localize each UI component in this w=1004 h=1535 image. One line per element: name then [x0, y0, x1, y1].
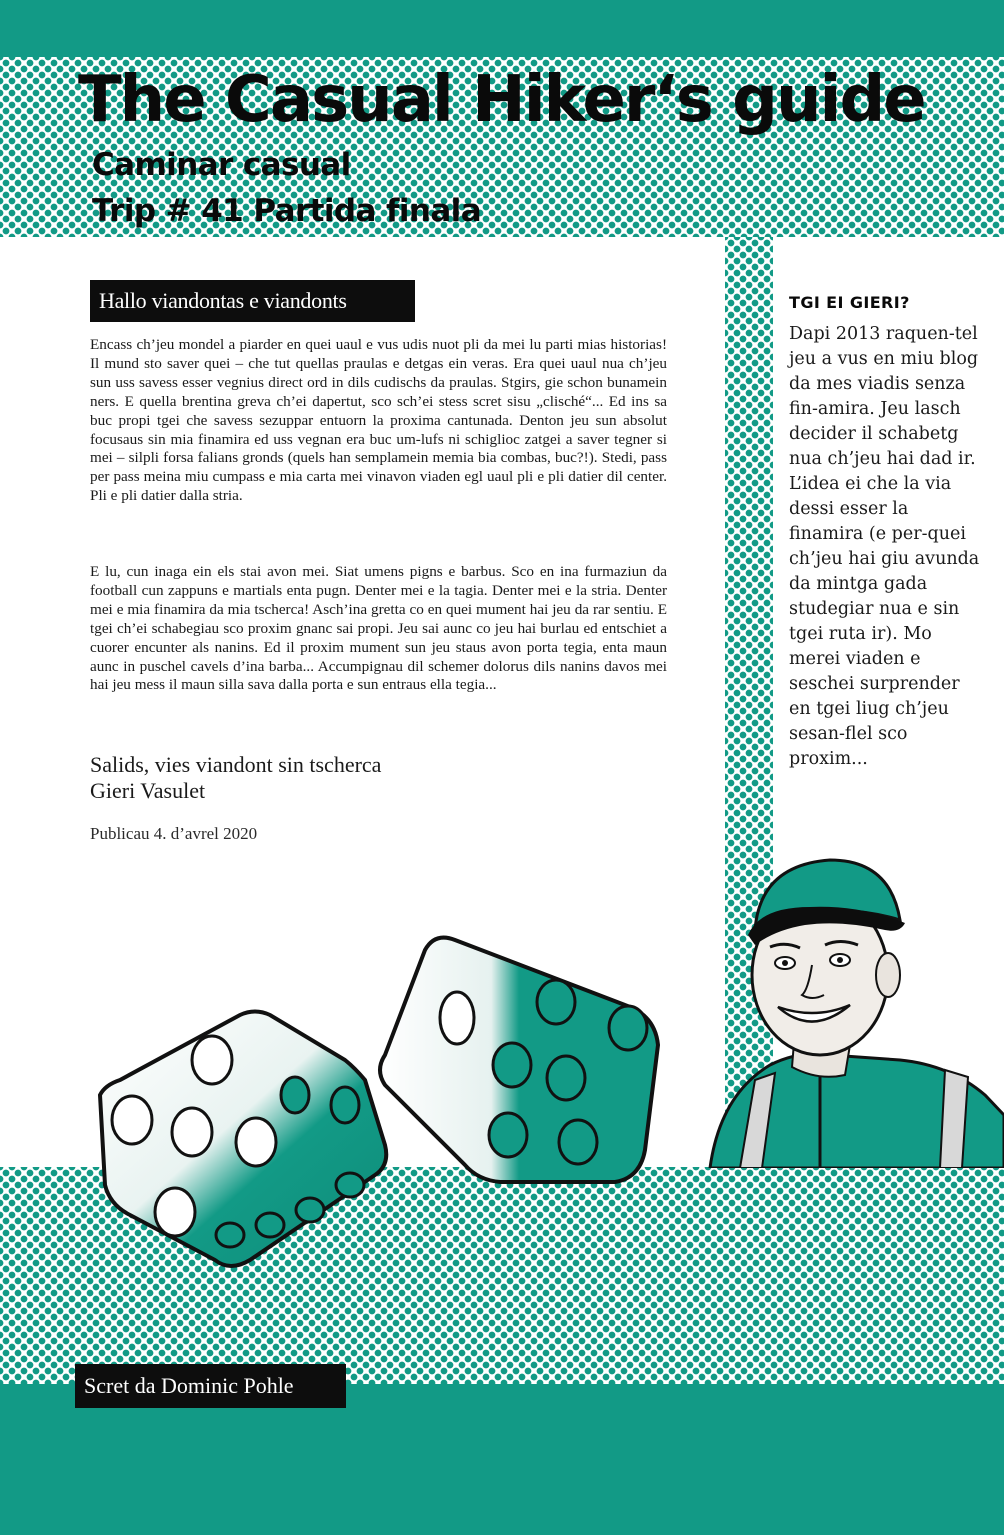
- left-die: [100, 1012, 386, 1267]
- signature: Gieri Vasulet: [90, 778, 206, 803]
- page-title: The Casual Hiker‘s guide: [78, 63, 925, 137]
- greeting-heading: Hallo viandontas e viandonts: [90, 280, 415, 322]
- published-date: Publicau 4. d’avrel 2020: [90, 824, 258, 843]
- hiker-portrait: [700, 845, 1004, 1168]
- top-color-band: [0, 0, 1004, 57]
- dice-illustration: [80, 920, 680, 1290]
- sidebar-text: Dapi 2013 raquen-tel jeu a vus en miu blog da mes viadis senza fin-amira. Jeu lasch decider il schabetg nua ch’jeu hai dad ir. L’idea ei che la via dessi esser la finamira (e per-quei ch’jeu hai giu avunda da mintga gada studegiar nua e sin tgei ruta ir). Mo merei viaden e seschei surprender en tgei liug ch’jeu sesan-flel sco proxim...: [789, 324, 980, 769]
- sidebar-title: TGI EI GIERI?: [789, 293, 910, 312]
- article-paragraph-2: E lu, cun inaga ein els stai avon mei. Siat umens pigns e barbus. Sco en ina furmaziun da football cun zappuns e martials enta pugn. Denter mei e la tagia. Denter mei e la stria. Denter mei e mia finamira da mia tscherca! Asch’ina gretta co en quei mument hai jeu da rar sentiu. E tgei ch’ei schabegiau sco proxim gnanc sai propi. Jeu sai aunc co jeu hai burlau ed entschiet a cuorer encunter als nanins. Ed il proxim mument sun jeu staus avon porta tegia, enta maun aunc in puschel cavels d’ina barba... Accumpignau dil schemer dolorus dils nanins davos mei hai jeu mess il maun silla sava dalla porta e sun entraus ella tegia...: [90, 563, 667, 694]
- author-credit: Scret da Dominic Pohle: [75, 1364, 346, 1408]
- section-subtitle: Caminar casual: [92, 147, 351, 183]
- right-die: [380, 938, 658, 1182]
- article-paragraph-1: Encass ch’jeu mondel a piarder en quei uaul e vus udis nuot pli da mei lu parti mias historias! Il mund sto saver quei – che tut quellas praulas e detgas ein veras. Era quei uaul nua ch’jeu sun uss savess esser vegnius direct ord in dils cudischs da praulas. Stgirs, gie schon bunamein ners. E quella brentina greva ch’ei dapertut, sco sch’ei stess scret sisu „clisché“... Ed ins sa buc propi tgei che savess sezuppar entuorn la proxima cantunada. Denton jeu sun absolut focusaus sin mia finamira ed uss vegnan era buc um-lufs ni schiglioc zatgei a saver tegner si mei – silpli forsa falians gronds (quels han semplamein memia bia combas, buc?!). Stedi, pass per pass meina miu cumpass e mia carta mei vinavon viaden egl uaul pli e pli datier dil center. Pli e pli datier dalla stria.: [90, 336, 667, 505]
- trip-subtitle: Trip # 41 Partida finala: [92, 193, 482, 229]
- salutation: Salids, vies viandont sin tscherca: [90, 752, 382, 777]
